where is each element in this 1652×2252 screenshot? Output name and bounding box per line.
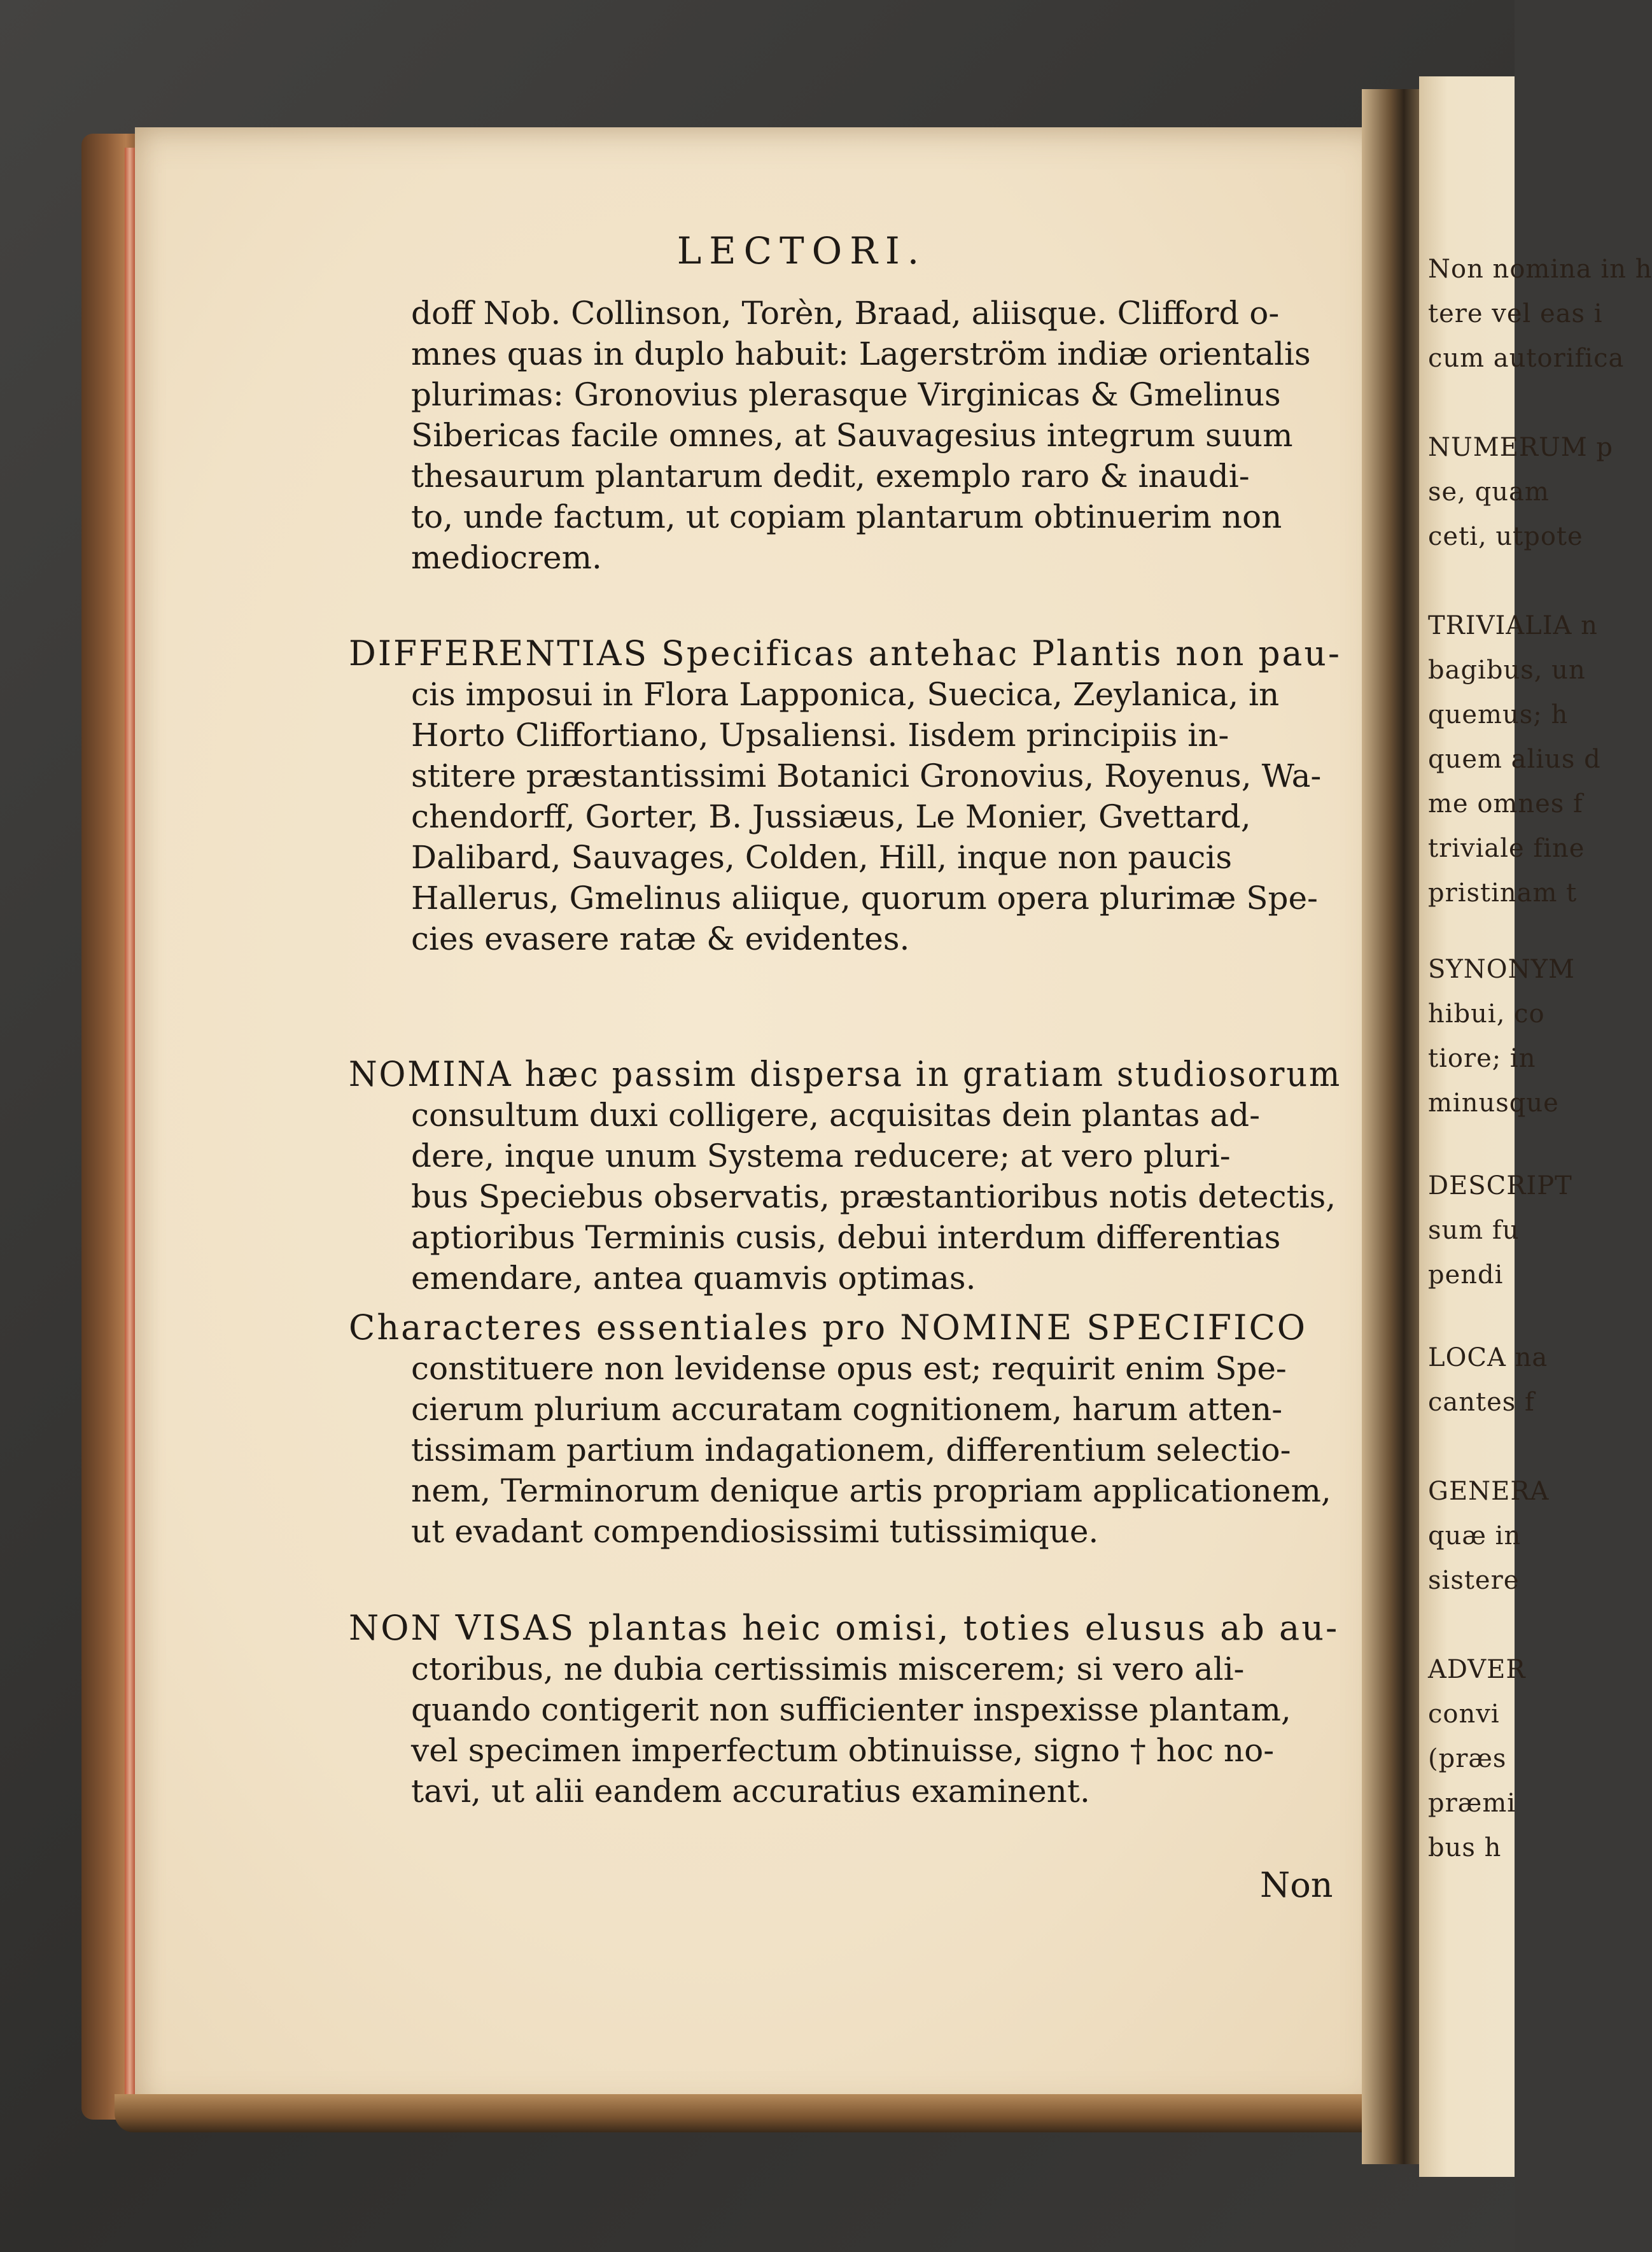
text-line: cierum plurium accuratam cognitionem, harum atten- xyxy=(411,1391,1283,1428)
text-line: Dalibard, Sauvages, Colden, Hill, inque non paucis xyxy=(411,839,1233,876)
text-line: tissimam partium indagationem, differentium selectio- xyxy=(411,1432,1291,1468)
text-line: NOMINA hæc passim dispersa in gratiam studiosorum xyxy=(349,1054,1342,1094)
adjacent-page-fragment: bagibus, un xyxy=(1428,656,1586,685)
text-line: chendorff, Gorter, B. Jussiæus, Le Monier, Gvettard, xyxy=(411,798,1251,835)
page-edge-stain xyxy=(125,148,135,2108)
text-line: Horto Cliffortiano, Upsaliensi. Iisdem principiis in- xyxy=(411,717,1229,754)
text-line: Hallerus, Gmelinus aliique, quorum opera plurimæ Spe- xyxy=(411,880,1318,917)
text-line: doff Nob. Collinson, Torèn, Braad, aliisque. Clifford o- xyxy=(411,295,1280,332)
adjacent-page xyxy=(1419,76,1652,2177)
adjacent-page-fragment: Non nomina in h xyxy=(1428,255,1652,284)
text-line: to, unde factum, ut copiam plantarum obtinuerim non xyxy=(411,498,1282,535)
adjacent-page-fragment: tere vel eas i xyxy=(1428,299,1603,328)
running-head: LECTORI. xyxy=(676,229,927,272)
adjacent-page-fragment: (præs xyxy=(1428,1744,1507,1773)
adjacent-page-fragment: DESCRIPT xyxy=(1428,1171,1572,1200)
text-line: emendare, antea quamvis optimas. xyxy=(411,1260,976,1297)
adjacent-page-fragment: me omnes f xyxy=(1428,789,1583,819)
adjacent-page-fragment: convi xyxy=(1428,1700,1500,1729)
text-line: bus Speciebus observatis, præstantioribus notis detectis, xyxy=(411,1178,1336,1215)
text-line: mnes quas in duplo habuit: Lagerström indiæ orientalis xyxy=(411,335,1311,372)
adjacent-page-fragment: præmi xyxy=(1428,1789,1516,1818)
adjacent-page-fragment: quem alius d xyxy=(1428,745,1601,774)
text-line: cies evasere ratæ & evidentes. xyxy=(411,920,910,957)
adjacent-page-fragment: cum autorifica xyxy=(1428,344,1625,373)
adjacent-page-fragment: bus h xyxy=(1428,1833,1502,1862)
text-line: mediocrem. xyxy=(411,539,602,576)
text-line: Characteres essentiales pro NOMINE SPECIFICO xyxy=(349,1307,1308,1348)
adjacent-page-fragment: sistere xyxy=(1428,1566,1520,1595)
adjacent-page-fragment: LOCA na xyxy=(1428,1343,1548,1372)
adjacent-page-fragment: cantes f xyxy=(1428,1388,1535,1417)
adjacent-page-fragment: pendi xyxy=(1428,1260,1504,1290)
text-line: nem, Terminorum denique artis propriam applicationem, xyxy=(411,1472,1331,1509)
adjacent-page-fragment: pristinam t xyxy=(1428,878,1578,908)
text-line: stitere præstantissimi Botanici Gronovius, Royenus, Wa- xyxy=(411,757,1322,794)
catchword: Non xyxy=(1260,1865,1333,1905)
adjacent-page-fragment: triviale fine xyxy=(1428,834,1585,863)
adjacent-page-fragment: ADVER xyxy=(1428,1655,1526,1684)
text-line: cis imposui in Flora Lapponica, Suecica, Zeylanica, in xyxy=(411,676,1280,713)
adjacent-page-fragment: se, quam xyxy=(1428,477,1550,507)
text-line: NON VISAS plantas heic omisi, toties elusus ab au- xyxy=(349,1608,1340,1648)
text-line: thesaurum plantarum dedit, exemplo raro & inaudi- xyxy=(411,458,1250,495)
adjacent-page-fragment: sum fu xyxy=(1428,1216,1520,1245)
text-line: DIFFERENTIAS Specificas antehac Plantis non pau- xyxy=(349,633,1341,673)
adjacent-page-fragment: tiore; in xyxy=(1428,1044,1536,1073)
text-line: dere, inque unum Systema reducere; at vero pluri- xyxy=(411,1137,1231,1174)
adjacent-page-fragment: quæ in xyxy=(1428,1521,1522,1551)
adjacent-page-fragment: quemus; h xyxy=(1428,700,1569,729)
text-line: quando contigerit non sufficienter inspexisse plantam, xyxy=(411,1691,1291,1728)
text-line: ctoribus, ne dubia certissimis miscerem; si vero ali- xyxy=(411,1650,1245,1687)
adjacent-page-fragment: SYNONYM xyxy=(1428,955,1575,984)
text-line: consultum duxi colligere, acquisitas dein plantas ad- xyxy=(411,1097,1260,1134)
text-line: ut evadant compendiosissimi tutissimique. xyxy=(411,1513,1099,1550)
text-line: Sibericas facile omnes, at Sauvagesius integrum suum xyxy=(411,417,1293,454)
adjacent-page-fragment: hibui, co xyxy=(1428,999,1545,1029)
adjacent-page-fragment: GENERA xyxy=(1428,1477,1550,1506)
adjacent-page-fragment: TRIVIALIA n xyxy=(1428,611,1598,640)
text-line: tavi, ut alii eandem accuratius examinent. xyxy=(411,1773,1090,1810)
adjacent-page-fragment: NUMERUM p xyxy=(1428,433,1613,462)
text-line: constituere non levidense opus est; requirit enim Spe- xyxy=(411,1350,1287,1387)
adjacent-page-fragment: minusque xyxy=(1428,1088,1559,1118)
adjacent-page-fragment: ceti, utpote xyxy=(1428,522,1583,551)
text-line: aptioribus Terminis cusis, debui interdum differentias xyxy=(411,1219,1281,1256)
text-line: vel specimen imperfectum obtinuisse, signo † hoc no- xyxy=(411,1732,1275,1769)
text-line: plurimas: Gronovius plerasque Virginicas & Gmelinus xyxy=(411,376,1281,413)
book-bottom-edge xyxy=(115,2094,1394,2132)
